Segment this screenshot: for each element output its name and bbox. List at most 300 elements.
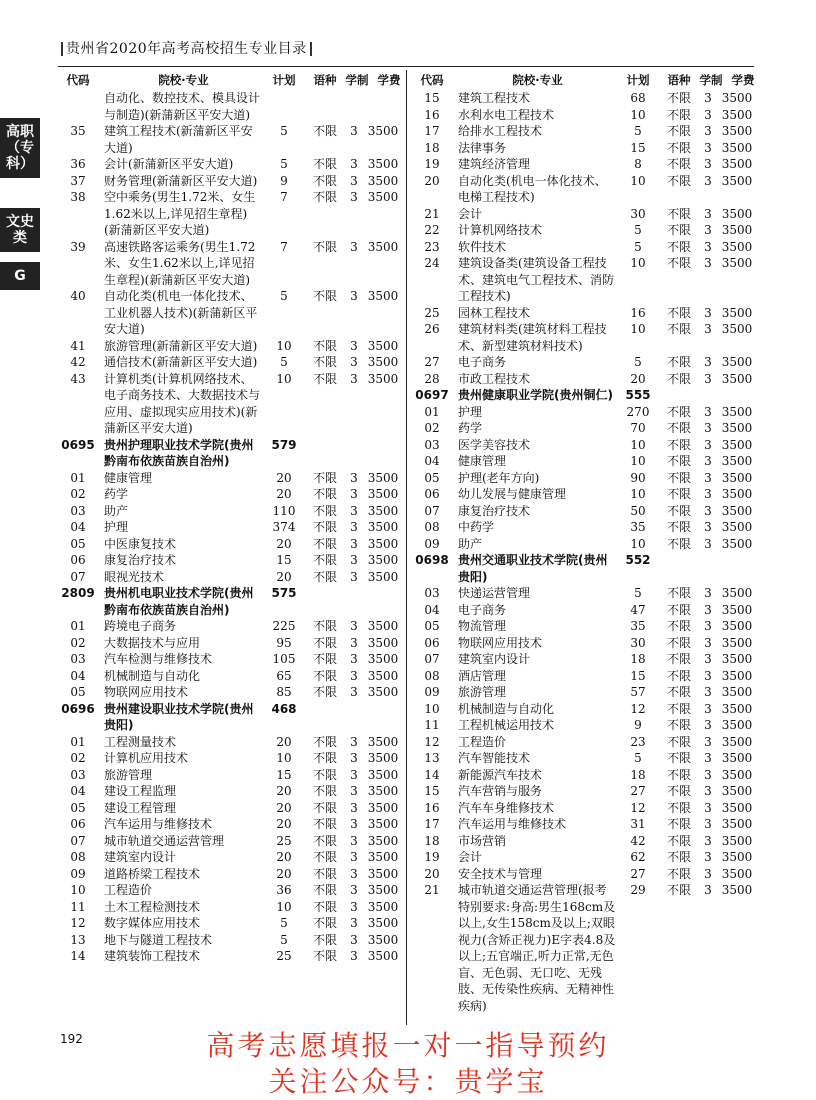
- cell-years: [699, 552, 717, 585]
- cell-name: 建筑材料类(建筑材料工程技术、新型建筑材料技术): [458, 322, 607, 353]
- cell-code: 03: [424, 586, 440, 600]
- cell-name: 汽车营销与服务: [458, 784, 543, 798]
- cell-code: 04: [70, 520, 86, 534]
- cell-code: 41: [70, 338, 86, 353]
- cell-name: 机械制造与自动化: [458, 701, 555, 716]
- cell-fee: 3500: [367, 652, 399, 666]
- cell-lang: 不限: [312, 685, 337, 699]
- cell-lang: 不限: [666, 701, 691, 716]
- cell-name: 自动化、数控技术、模具设计与制造)(新蒲新区平安大道): [104, 91, 261, 122]
- table-row: [58, 618, 403, 635]
- cell-plan: 374: [272, 520, 296, 534]
- table-row: [58, 800, 403, 817]
- cell-code: 36: [70, 157, 86, 171]
- cell-code: 14: [70, 949, 86, 963]
- cell-years: 3: [350, 734, 358, 749]
- cell-fee: 3500: [721, 107, 753, 122]
- table-row: [412, 800, 757, 817]
- cell-code: 07: [70, 569, 86, 584]
- cell-years: 3: [704, 91, 712, 105]
- table-row: [412, 90, 757, 107]
- table-row: [412, 354, 757, 371]
- cell-fee: 3500: [721, 487, 753, 501]
- cell-code: 11: [70, 899, 86, 914]
- cell-lang: 不限: [312, 289, 337, 303]
- cell-lang: 不限: [312, 883, 337, 897]
- cell-plan: 10: [276, 751, 292, 765]
- cell-years: 3: [350, 916, 358, 930]
- cell-plan: 20: [276, 536, 292, 551]
- cell-fee: 3500: [721, 883, 753, 897]
- cell-fee: 3500: [721, 421, 753, 435]
- cell-years: 3: [350, 157, 358, 171]
- cell-lang: 不限: [666, 652, 691, 666]
- cell-lang: 不限: [312, 866, 337, 881]
- cell-plan: 9: [634, 718, 642, 732]
- cell-lang: 不限: [312, 619, 337, 633]
- cell-plan: 68: [630, 91, 646, 105]
- cell-years: 3: [704, 652, 712, 666]
- cell-name: 地下与隧道工程技术: [104, 932, 213, 947]
- cell-plan: 5: [280, 289, 288, 303]
- cell-fee: 3500: [367, 470, 399, 485]
- cell-years: [345, 437, 363, 470]
- cell-name: 市场营销: [458, 833, 507, 848]
- cell-fee: 3500: [721, 734, 753, 749]
- cell-plan: 62: [630, 850, 646, 864]
- cell-name: 康复治疗技术: [104, 553, 177, 567]
- cell-plan: 65: [276, 668, 292, 683]
- table-row: [58, 767, 403, 784]
- cell-fee: 3500: [367, 487, 399, 501]
- cell-fee: [363, 701, 403, 734]
- cell-lang: 不限: [312, 734, 337, 749]
- cell-fee: 3500: [721, 652, 753, 666]
- cell-code: 0697: [415, 388, 449, 402]
- cell-code: 20: [424, 866, 440, 881]
- table-row: [58, 882, 403, 899]
- cell-plan: 10: [276, 899, 292, 914]
- cell-lang: 不限: [666, 107, 691, 122]
- cell-fee: [717, 387, 757, 404]
- cell-name: 旅游管理: [104, 767, 153, 782]
- table-row: [412, 833, 757, 850]
- cell-name: 物流管理: [458, 619, 507, 633]
- cell-name: 会计(新蒲新区平安大道): [104, 157, 234, 171]
- cell-code: 0695: [61, 437, 95, 452]
- cell-fee: 3500: [721, 173, 753, 188]
- cell-lang: 不限: [666, 833, 691, 848]
- cell-years: 3: [350, 635, 358, 650]
- cell-years: 3: [350, 289, 358, 303]
- cell-plan: 110: [272, 503, 296, 518]
- cell-fee: 3500: [367, 833, 399, 848]
- cell-lang: 不限: [312, 668, 337, 683]
- table-row: [412, 140, 757, 157]
- table-row: [58, 536, 403, 553]
- table-row: [58, 338, 403, 355]
- cell-plan: 7: [280, 190, 288, 204]
- right-column: [412, 70, 757, 1014]
- cell-name: 市政工程技术: [458, 371, 531, 386]
- cell-lang: 不限: [666, 685, 691, 699]
- cell-name: 中医康复技术: [104, 536, 177, 551]
- cell-plan: 10: [630, 173, 646, 188]
- cell-years: 3: [350, 833, 358, 848]
- cell-years: 3: [350, 355, 358, 369]
- cell-plan: 16: [630, 305, 646, 320]
- cell-name: 软件技术: [458, 239, 507, 254]
- cell-plan: 20: [276, 817, 292, 831]
- cell-plan: 5: [280, 355, 288, 369]
- cell-code: 0698: [415, 553, 449, 567]
- cell-fee: 3500: [721, 751, 753, 765]
- cell-code: 12: [424, 734, 440, 749]
- cell-years: 3: [704, 685, 712, 699]
- cell-code: 10: [70, 883, 86, 897]
- cell-years: 3: [704, 586, 712, 600]
- cell-plan: 7: [280, 239, 288, 254]
- cell-plan: 10: [630, 256, 646, 270]
- cell-lang: 不限: [666, 751, 691, 765]
- table-row: [58, 173, 403, 190]
- table-row: [58, 816, 403, 833]
- cell-lang: 不限: [666, 800, 691, 815]
- cell-years: 3: [350, 817, 358, 831]
- cell-code: 2809: [61, 586, 95, 600]
- page-header: [58, 38, 315, 58]
- cell-plan: 8: [634, 157, 642, 171]
- table-row: [412, 156, 757, 173]
- cell-lang: 不限: [666, 817, 691, 831]
- cell-code: 15: [424, 91, 440, 105]
- table-row: [58, 189, 403, 239]
- cell-plan: 29: [630, 883, 646, 897]
- cell-years: 3: [350, 932, 358, 947]
- cell-plan: 15: [276, 767, 292, 782]
- cell-fee: 3500: [367, 734, 399, 749]
- cell-name: 通信技术(新蒲新区平安大道): [104, 355, 258, 369]
- table-row: [412, 486, 757, 503]
- cell-lang: 不限: [666, 619, 691, 633]
- cell-fee: 3500: [367, 536, 399, 551]
- cell-lang: 不限: [312, 833, 337, 848]
- cell-code: 09: [70, 866, 86, 881]
- cell-name: 护理: [104, 520, 129, 534]
- cell-lang: 不限: [312, 751, 337, 765]
- cell-fee: 3500: [367, 949, 399, 963]
- cell-years: 3: [350, 239, 358, 254]
- cell-lang: [305, 437, 345, 470]
- cell-fee: 3500: [367, 355, 399, 369]
- left-table-header: 代码 院校·专业 计划 语种 学制 学费: [66, 73, 401, 87]
- cell-code: 09: [424, 685, 440, 699]
- cell-years: 3: [704, 536, 712, 551]
- table-row: [412, 420, 757, 437]
- cell-code: 18: [424, 833, 440, 848]
- cell-code: 01: [70, 470, 86, 485]
- cell-fee: 3500: [367, 932, 399, 947]
- cell-name: 快递运营管理: [458, 586, 531, 600]
- cell-fee: 3500: [721, 586, 753, 600]
- table-row: [412, 107, 757, 124]
- cell-years: 3: [704, 635, 712, 650]
- cell-fee: 3500: [721, 305, 753, 320]
- cell-years: 3: [350, 899, 358, 914]
- table-row: [412, 882, 757, 1014]
- cell-years: 3: [704, 206, 712, 221]
- table-row: [412, 585, 757, 602]
- cell-years: 3: [704, 157, 712, 171]
- table-row: [412, 239, 757, 256]
- cell-years: 3: [350, 784, 358, 798]
- cell-fee: 3500: [721, 91, 753, 105]
- cell-code: 10: [424, 701, 440, 716]
- cell-years: 3: [704, 140, 712, 155]
- cell-lang: 不限: [666, 355, 691, 369]
- cell-fee: 3500: [367, 767, 399, 782]
- header-rule: [58, 66, 754, 67]
- cell-lang: 不限: [312, 949, 337, 963]
- cell-plan: 5: [634, 751, 642, 765]
- cell-lang: 不限: [666, 404, 691, 419]
- table-row: [58, 932, 403, 949]
- table-row: [58, 503, 403, 520]
- watermark-line1: 高考志愿填报一对一指导预约: [206, 1029, 610, 1062]
- cell-code: 02: [70, 487, 86, 501]
- cell-lang: 不限: [666, 470, 691, 485]
- cell-plan: 10: [276, 338, 292, 353]
- cell-code: 12: [70, 916, 86, 930]
- cell-fee: 3500: [721, 520, 753, 534]
- cell-lang: 不限: [312, 536, 337, 551]
- cell-plan: 20: [276, 850, 292, 864]
- table-row: [412, 701, 757, 718]
- right-table-header: 代码 院校·专业 计划 语种 学制 学费: [420, 73, 755, 87]
- cell-fee: 3500: [721, 602, 753, 617]
- cell-lang: [305, 701, 345, 734]
- table-row: [412, 470, 757, 487]
- cell-code: 03: [424, 437, 440, 452]
- cell-years: 3: [350, 685, 358, 699]
- cell-plan: 5: [280, 932, 288, 947]
- cell-lang: 不限: [312, 487, 337, 501]
- cell-code: 06: [424, 487, 440, 501]
- cell-plan: 18: [630, 767, 646, 782]
- cell-code: 01: [424, 404, 440, 419]
- header-title: 贵州省2020年高考高校招生专业目录: [66, 41, 307, 57]
- cell-code: 24: [424, 256, 440, 270]
- cell-plan: 5: [634, 239, 642, 254]
- table-row: [412, 437, 757, 454]
- cell-plan: 35: [630, 619, 646, 633]
- cell-code: 19: [424, 157, 440, 171]
- cell-plan: 5: [280, 157, 288, 171]
- cell-fee: 3500: [721, 701, 753, 716]
- cell-years: 3: [704, 421, 712, 435]
- cell-plan: 10: [630, 454, 646, 468]
- cell-lang: 不限: [666, 487, 691, 501]
- cell-fee: 3500: [721, 454, 753, 468]
- cell-fee: 3500: [367, 190, 399, 204]
- table-row: [412, 684, 757, 701]
- cell-name: 建筑室内设计: [104, 850, 177, 864]
- cell-code: 07: [70, 833, 86, 848]
- cell-name: 电子商务: [458, 355, 507, 369]
- cell-code: 06: [70, 553, 86, 567]
- cell-years: 3: [350, 371, 358, 386]
- cell-fee: 3500: [721, 536, 753, 551]
- cell-years: [345, 585, 363, 618]
- cell-years: 3: [350, 487, 358, 501]
- cell-lang: 不限: [666, 157, 691, 171]
- cell-years: 3: [704, 239, 712, 254]
- cell-plan: 31: [630, 817, 646, 831]
- cell-name: 建筑工程技术: [458, 91, 531, 105]
- cell-name: 建筑经济管理: [458, 157, 531, 171]
- cell-lang: 不限: [312, 470, 337, 485]
- cell-years: 3: [704, 668, 712, 683]
- cell-name: 自动化类(机电一体化技术、工业机器人技术)(新蒲新区平安大道): [104, 289, 258, 336]
- cell-code: 17: [424, 124, 440, 138]
- cell-lang: 不限: [312, 338, 337, 353]
- cell-plan: 18: [630, 652, 646, 666]
- cell-plan: 20: [630, 371, 646, 386]
- cell-code: 23: [424, 239, 440, 254]
- cell-name: 旅游管理: [458, 685, 507, 699]
- table-row: [58, 849, 403, 866]
- cell-years: 3: [350, 470, 358, 485]
- cell-plan: 27: [630, 866, 646, 881]
- cell-plan: 27: [630, 784, 646, 798]
- cell-years: [699, 387, 717, 404]
- cell-plan: 36: [276, 883, 292, 897]
- cell-name: 贵州建设职业技术学院(贵州贵阳): [104, 701, 254, 732]
- cell-years: 3: [350, 569, 358, 584]
- side-tab-category: 文史类: [0, 208, 40, 252]
- cell-fee: 3500: [367, 866, 399, 881]
- table-row: [412, 222, 757, 239]
- school-row: [58, 585, 403, 618]
- cell-name: 建筑室内设计: [458, 652, 531, 666]
- cell-fee: 3500: [721, 833, 753, 848]
- cell-plan: 57: [630, 685, 646, 699]
- cell-fee: 3500: [367, 338, 399, 353]
- cell-plan: 15: [276, 553, 292, 567]
- cell-code: 03: [70, 652, 86, 666]
- table-row: [412, 536, 757, 553]
- side-tab-batch: G: [0, 262, 40, 290]
- cell-fee: 3500: [721, 718, 753, 732]
- cell-plan: 10: [630, 322, 646, 336]
- cell-name: 汽车检测与维修技术: [104, 652, 213, 666]
- cell-years: 3: [704, 817, 712, 831]
- cell-fee: 3500: [721, 256, 753, 270]
- cell-code: 35: [70, 124, 86, 138]
- cell-years: 3: [704, 850, 712, 864]
- table-row: [412, 816, 757, 833]
- cell-lang: 不限: [312, 190, 337, 204]
- cell-fee: 3500: [721, 635, 753, 650]
- cell-name: 安全技术与管理: [458, 866, 543, 881]
- cell-plan: 42: [630, 833, 646, 848]
- cell-code: 02: [424, 421, 440, 435]
- cell-lang: 不限: [666, 437, 691, 452]
- cell-code: 08: [70, 850, 86, 864]
- cell-lang: 不限: [666, 140, 691, 155]
- cell-code: 07: [424, 503, 440, 518]
- cell-lang: 不限: [312, 503, 337, 518]
- table-row: [58, 552, 403, 569]
- cell-lang: 不限: [312, 553, 337, 567]
- cell-name: 药学: [458, 421, 483, 435]
- cell-code: 05: [70, 800, 86, 815]
- cell-years: 3: [350, 173, 358, 188]
- cell-plan: [263, 90, 305, 123]
- cell-years: [345, 90, 363, 123]
- cell-code: 38: [70, 190, 86, 204]
- cell-fee: 3500: [721, 668, 753, 683]
- cell-code: 13: [70, 932, 86, 947]
- table-row: [412, 866, 757, 883]
- cell-plan: 105: [272, 652, 296, 666]
- cell-name: 酒店管理: [458, 668, 507, 683]
- cell-years: 3: [350, 883, 358, 897]
- cell-years: 3: [704, 883, 712, 897]
- cell-code: 13: [424, 751, 440, 765]
- table-row: [58, 833, 403, 850]
- cell-name: 空中乘务(男生1.72米、女生1.62米以上,详见招生章程)(新蒲新区平安大道): [104, 190, 256, 237]
- school-row: [412, 552, 757, 585]
- cell-code: 09: [424, 536, 440, 551]
- table-row: [58, 371, 403, 437]
- cell-fee: [717, 552, 757, 585]
- cell-name: 财务管理(新蒲新区平安大道): [104, 173, 258, 188]
- cell-fee: 3500: [721, 239, 753, 254]
- cell-lang: 不限: [666, 454, 691, 468]
- cell-fee: 3500: [721, 223, 753, 237]
- cell-lang: 不限: [312, 355, 337, 369]
- cell-code: 18: [424, 140, 440, 155]
- cell-years: 3: [704, 503, 712, 518]
- table-row: [58, 354, 403, 371]
- cell-name: 新能源汽车技术: [458, 767, 543, 782]
- cell-name: 道路桥梁工程技术: [104, 866, 201, 881]
- cell-years: 3: [704, 470, 712, 485]
- cell-plan: 270: [626, 404, 650, 419]
- cell-name: 助产: [458, 536, 483, 551]
- cell-lang: 不限: [666, 602, 691, 617]
- cell-code: 05: [424, 470, 440, 485]
- school-row: [412, 387, 757, 404]
- cell-name: 助产: [104, 503, 129, 518]
- cell-name: 医学美容技术: [458, 437, 531, 452]
- cell-fee: 3500: [721, 503, 753, 518]
- cell-name: 汽车运用与维修技术: [104, 817, 213, 831]
- table-row: [412, 734, 757, 751]
- cell-lang: 不限: [666, 668, 691, 683]
- page-number: 192: [60, 1032, 83, 1046]
- cell-years: 3: [350, 124, 358, 138]
- table-row: [58, 569, 403, 586]
- cell-years: 3: [704, 355, 712, 369]
- cell-fee: 3500: [721, 685, 753, 699]
- cell-fee: 3500: [367, 173, 399, 188]
- table-row: [58, 915, 403, 932]
- cell-code: 03: [70, 503, 86, 518]
- cell-plan: 20: [276, 800, 292, 815]
- cell-years: 3: [350, 619, 358, 633]
